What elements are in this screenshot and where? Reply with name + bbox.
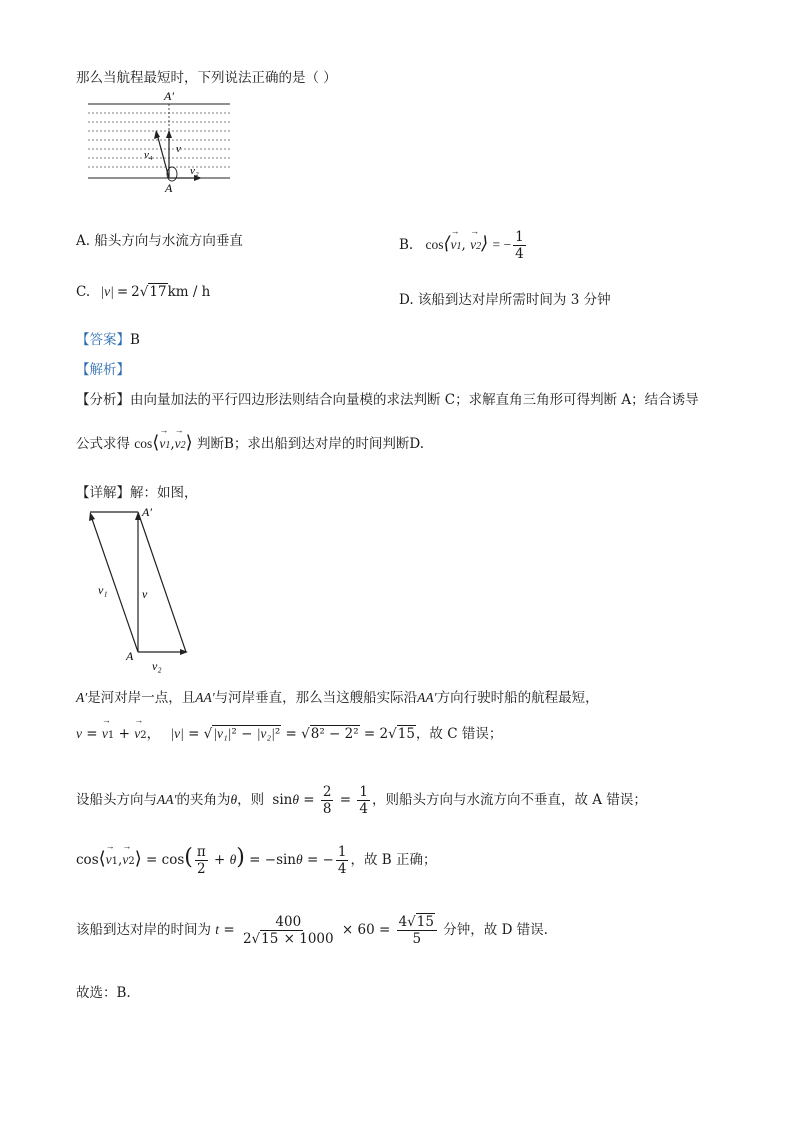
detail-tag: 【详解】: [76, 485, 130, 501]
option-b: B. cos⟨→ v1, → v2⟩ = − $\frac{1}{4}$: [399, 229, 528, 262]
detail-line1-c: 方向行驶时船的航程最短，: [436, 690, 599, 706]
fig1-label-a-prime: A′: [164, 89, 174, 103]
detail-line2-end: ，故 C 错误；: [415, 726, 503, 742]
fig2-label-v1: v₁: [98, 583, 108, 597]
detail-line4-end: ，故 B 正确；: [350, 852, 437, 868]
detail-line1: A′是河对岸一点，且AA′与河岸垂直，那么当这艘船实际沿AA′方向行驶时船的航程最短，: [76, 690, 599, 706]
fenxi-tag: 【分析】: [76, 392, 130, 408]
option-c: C. |v| = 2√17km / h: [76, 284, 211, 300]
fenxi-text: 由向量加法的平行四边形法则结合向量模的求法判断 C；求解直角三角形可得判断 A；结合诱导: [130, 392, 699, 408]
fig2-label-v: v: [142, 587, 148, 601]
option-c-label: C.: [76, 284, 91, 300]
detail-line: [76, 481, 198, 501]
fenxi-line2-b: 判断B；求出船到达对岸的时间判断D.: [196, 436, 425, 452]
option-c-unit: km / h: [167, 284, 211, 300]
parallelogram-figure: [82, 500, 212, 676]
fig1-label-v: v: [176, 143, 181, 155]
fig2-label-a-prime: A′: [142, 505, 152, 519]
question-stem: 那么当航程最短时，下列说法正确的是（ ）: [76, 70, 337, 86]
detail-line5-b: 分钟，故 D 错误.: [443, 922, 548, 938]
fig1-label-v4: v₄: [144, 149, 153, 161]
option-a: A. 船头方向与水流方向垂直: [76, 233, 243, 249]
conclusion: 故选：B.: [76, 985, 131, 1001]
detail-line3-a: 设船头方向与: [76, 792, 157, 808]
analysis-line2: 公式求得 cos⟨→ v1,→ v2⟩ 判断B；求出船到达对岸的时间判断D.: [76, 432, 424, 453]
detail-intro: 解：如图，: [130, 485, 198, 501]
detail-line1-a: 是河对岸一点，且: [87, 690, 196, 706]
analysis-tag: 【解析】: [76, 362, 130, 378]
analysis-line1: [76, 388, 699, 408]
detail-line5-a: 该船到达对岸的时间为: [76, 922, 211, 938]
fig2-label-v2: v₂: [152, 659, 162, 673]
fig2-label-a: A: [126, 649, 134, 663]
detail-line1-b: 与河岸垂直，那么当这艘船实际沿: [214, 690, 418, 706]
detail-line3-b: 的夹角为: [176, 792, 231, 808]
detail-line4: cos⟨→ v1,→ v2⟩ = cos( $\frac{\pi}{2}$ + θ) = −sinθ = − $\frac{1}{4}$ ，故 B 正确；: [76, 844, 436, 877]
answer-value: B: [130, 332, 140, 348]
detail-line3-d: ，则船头方向与水流方向不垂直，故 A 错误；: [371, 792, 647, 808]
river-figure: [84, 88, 234, 196]
answer-tag: 【答案】: [76, 332, 130, 348]
detail-line2: v = → v1 + → v2， |v| = √|v₁|² − |v₂|² = √8² − 2² = 2√15，故 C 错误；: [76, 722, 502, 742]
detail-line3-c: ，则: [237, 792, 265, 808]
answer-line: [76, 328, 140, 348]
option-d: D. 该船到达对岸所需时间为 3 分钟: [399, 292, 611, 308]
option-b-label: B.: [399, 237, 414, 253]
fig1-label-a: A: [165, 181, 173, 195]
fenxi-line2-a: 公式求得: [76, 436, 130, 452]
fig1-label-v2: v₂: [190, 165, 199, 177]
detail-line5: 该船到达对岸的时间为 t = $\frac{400}{2√15 \times 1000}$ × 60 = $\frac{4√15}{5}$ 分钟，故 D 错误.: [76, 914, 548, 947]
detail-line3: 设船头方向与AA′的夹角为θ，则 sinθ = $\frac{2}{8}$ = $\frac{1}{4}$ ，则船头方向与水流方向不垂直，故 A 错误；: [76, 784, 647, 817]
